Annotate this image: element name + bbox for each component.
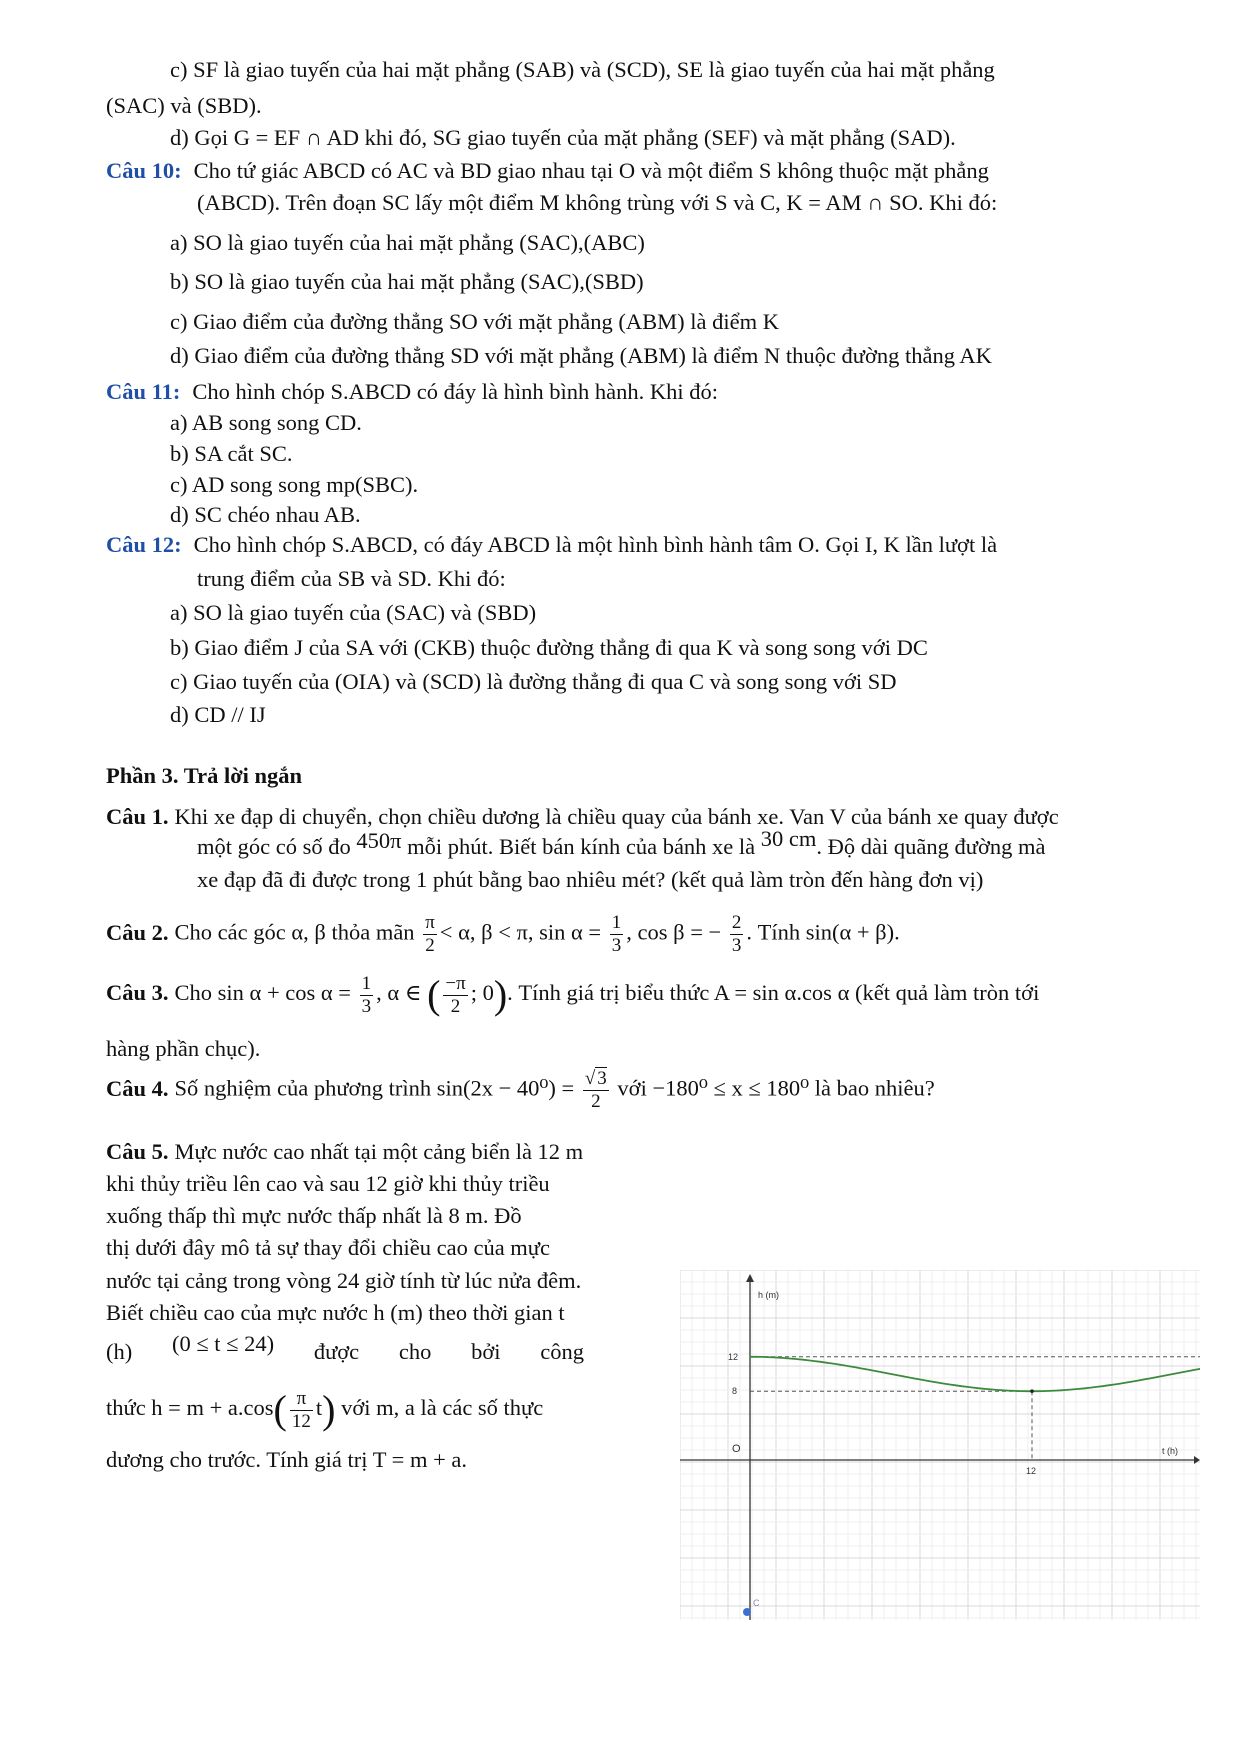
frac-den: 3 <box>731 934 742 956</box>
sqrt-radicand: 3 <box>597 1068 607 1089</box>
p3-q3-frac-13 <box>360 973 374 1018</box>
q10-d: d) Giao điểm của đường thẳng SD với mặt phẳng (ABM) là điểm N thuộc đường thẳng AK <box>170 343 992 368</box>
p3-q4-label: Câu 4. <box>106 1075 169 1101</box>
p3-q5-label: Câu 5. <box>106 1139 169 1164</box>
p3-q4-frac-sqrt3 <box>583 1068 609 1113</box>
p3-q2-frac-23 <box>730 912 744 957</box>
p3-q2-tail: . Tính sin(α + β). <box>746 919 900 945</box>
p3-q1-radius: 30 cm <box>760 826 817 851</box>
frac-num: 1 <box>611 912 622 933</box>
frac-num: π <box>290 1388 313 1411</box>
p3-q3-label: Câu 3. <box>106 980 169 1006</box>
p3-q5-l8b: t <box>315 1395 323 1421</box>
p3-q3-tail: . Tính giá trị biểu thức A = sin α.cos α (kết quả làm tròn tới <box>507 980 1040 1006</box>
p3-q1-t2b: mỗi phút. Biết bán kính của bánh xe là <box>407 834 756 859</box>
part3-heading: Phần 3. Trả lời ngắn <box>106 763 303 788</box>
p3-q5-frac-pi12 <box>290 1388 313 1433</box>
q12-b: b) Giao điểm J của SA với (CKB) thuộc đường thẳng đi qua K và song song với DC <box>170 635 928 660</box>
p3-q1-line3: xe đạp đã đi được trong 1 phút bằng bao nhiêu mét? (kết quả làm tròn đến hàng đơn vị) <box>197 867 984 892</box>
p3-q1-line1 <box>106 803 1059 831</box>
p3-q3-zero: ; 0 <box>470 980 494 1006</box>
q12-d: d) CD // IJ <box>170 702 266 727</box>
right-paren: ) <box>322 1387 336 1432</box>
p3-q2-frac-13 <box>610 912 624 957</box>
p3-q5-l1 <box>106 1138 584 1166</box>
p3-q1-t2c: . Độ dài quãng đường mà <box>816 834 1046 859</box>
left-paren: ( <box>427 972 441 1017</box>
q12-line2: trung điểm của SB và SD. Khi đó: <box>197 566 506 591</box>
p3-q1-line2 <box>197 826 1046 861</box>
tide-chart <box>680 1270 1200 1620</box>
q9-item-c: c) SF là giao tuyến của hai mặt phẳng (SAB) và (SCD), SE là giao tuyến của hai mặt phẳng <box>170 57 995 82</box>
q12-line1: Cho hình chóp S.ABCD, có đáy ABCD là một hình bình hành tâm O. Gọi I, K lần lượt là <box>193 532 998 557</box>
q9-item-d: d) Gọi G = EF ∩ AD khi đó, SG giao tuyến của mặt phẳng (SEF) và mặt phẳng (SAD). <box>170 125 956 150</box>
p3-q3-text: Cho sin α + cos α = <box>174 980 351 1006</box>
frac-num: 1 <box>361 972 372 994</box>
frac-den: 12 <box>291 1410 311 1432</box>
p3-q4-text: Số nghiệm của phương trình sin(2x − 40⁰) = <box>174 1075 575 1101</box>
frac-den: 3 <box>361 995 372 1017</box>
x-axis-arrow <box>1194 1456 1200 1464</box>
x-tick-label: 12 <box>1026 1466 1037 1476</box>
p3-q5-l7a: (h) <box>106 1339 133 1364</box>
q11-a: a) AB song song CD. <box>170 410 362 435</box>
chart-axes <box>680 1274 1200 1620</box>
p3-q1-angle: 450π <box>356 828 402 853</box>
q12-c: c) Giao tuyến của (OIA) và (SCD) là đường thẳng đi qua C và song song với SD <box>170 669 897 694</box>
q9-item-c-cont: (SAC) và (SBD). <box>106 93 262 118</box>
q12-stem <box>106 531 997 559</box>
frac-num: −π <box>445 972 466 994</box>
p3-q3 <box>106 970 1039 1020</box>
p3-q4 <box>106 1068 935 1113</box>
q10-a: a) SO là giao tuyến của hai mặt phẳng (SAC),(ABC) <box>170 230 645 255</box>
min-point <box>1030 1389 1034 1393</box>
p3-q5-l7 <box>106 1331 584 1366</box>
frac-num: √ 3 <box>584 1068 607 1089</box>
q10-label: Câu 10: <box>106 158 182 183</box>
p3-q5-l7c: được <box>313 1339 360 1364</box>
p3-q2-cond1: < α, β < π, sin α = <box>439 919 602 945</box>
p3-q5-l7f: công <box>540 1339 584 1364</box>
frac-den: 3 <box>611 934 622 956</box>
x-axis-label: t (h) <box>1162 1446 1179 1456</box>
y-axis-label: h (m) <box>758 1290 779 1300</box>
frac-den: 2 <box>425 934 435 956</box>
p3-q5-l8a: thức h = m + a.cos <box>106 1395 274 1421</box>
right-paren: ) <box>493 972 508 1017</box>
p3-q5-l4: thị dưới đây mô tả sự thay đổi chiều cao của mực <box>106 1235 550 1261</box>
y-tick-label: 12 <box>728 1351 739 1362</box>
p3-q2-label: Câu 2. <box>106 919 169 945</box>
p3-q5-l8 <box>106 1385 543 1435</box>
p3-q3-mid: , α ∈ <box>376 980 422 1006</box>
p3-q2 <box>106 912 900 957</box>
q10-b: b) SO là giao tuyến của hai mặt phẳng (SAC),(SBD) <box>170 269 644 294</box>
p3-q1-t2a: một góc có số đo <box>197 834 351 859</box>
point-c <box>743 1608 751 1616</box>
p3-q5-l6: Biết chiều cao của mực nước h (m) theo thời gian t <box>106 1299 565 1325</box>
y-axis-arrow <box>746 1274 754 1282</box>
p3-q5-l7e: bởi <box>471 1339 501 1364</box>
p3-q5-l7d: cho <box>398 1339 432 1364</box>
q10-stem <box>106 157 989 185</box>
frac-den: 2 <box>591 1090 601 1112</box>
q12-a: a) SO là giao tuyến của (SAC) và (SBD) <box>170 600 537 625</box>
p3-q2-frac-pi2 <box>423 912 437 957</box>
p3-q1-label: Câu 1. <box>106 804 169 829</box>
p3-q5-l8c: với m, a là các số thực <box>341 1395 544 1421</box>
y-tick-label: 8 <box>732 1386 738 1397</box>
q11-c: c) AD song song mp(SBC). <box>170 472 419 497</box>
p3-q5-l7b: (0 ≤ t ≤ 24) <box>171 1331 275 1356</box>
p3-q4-tail: với −180⁰ ≤ x ≤ 180⁰ là bao nhiêu? <box>617 1075 935 1101</box>
origin-label: O <box>732 1443 741 1455</box>
frac-num: 2 <box>731 912 742 933</box>
q12-label: Câu 12: <box>106 532 182 557</box>
p3-q5-l2: khi thủy triều lên cao và sau 12 giờ khi thủy triều <box>106 1171 550 1197</box>
q10-line1: Cho tứ giác ABCD có AC và BD giao nhau tại O và một điểm S không thuộc mặt phẳng <box>193 158 989 183</box>
q11-stem <box>106 378 718 406</box>
chart-grid <box>680 1270 1200 1620</box>
point-c-label: C <box>753 1598 760 1608</box>
q11-b: b) SA cắt SC. <box>170 441 293 466</box>
p3-q5-l5: nước tại cảng trong vòng 24 giờ tính từ lúc nửa đêm. <box>106 1267 582 1293</box>
q11-label: Câu 11: <box>106 379 181 404</box>
p3-q3-frac-pi2 <box>443 973 467 1018</box>
p3-q2-cond2: , cos β = − <box>626 919 722 945</box>
p3-q5-l3: xuống thấp thì mực nước thấp nhất là 8 m. Đồ <box>106 1203 522 1229</box>
q11-d: d) SC chéo nhau AB. <box>170 502 361 527</box>
left-paren: ( <box>273 1387 287 1432</box>
p3-q1-text1: Khi xe đạp di chuyển, chọn chiều dương là chiều quay của bánh xe. Van V của bánh xe quay được <box>174 804 1059 829</box>
q10-c: c) Giao điểm của đường thẳng SO với mặt phẳng (ABM) là điểm K <box>170 309 779 334</box>
p3-q3-line2: hàng phần chục). <box>106 1036 261 1061</box>
q11-line1: Cho hình chóp S.ABCD có đáy là hình bình hành. Khi đó: <box>192 379 718 404</box>
frac-num: π <box>425 912 435 933</box>
p3-q5-l9: dương cho trước. Tính giá trị T = m + a. <box>106 1447 468 1472</box>
frac-den: 2 <box>450 995 461 1017</box>
p3-q5-block <box>106 1138 584 1331</box>
q10-line2: (ABCD). Trên đoạn SC lấy một điểm M không trùng với S và C, K = AM ∩ SO. Khi đó: <box>197 190 998 215</box>
p3-q2-text: Cho các góc α, β thỏa mãn <box>174 919 415 945</box>
tide-curve <box>750 1357 1200 1391</box>
p3-q5-l1-text: Mực nước cao nhất tại một cảng biển là 12 m <box>174 1139 584 1164</box>
